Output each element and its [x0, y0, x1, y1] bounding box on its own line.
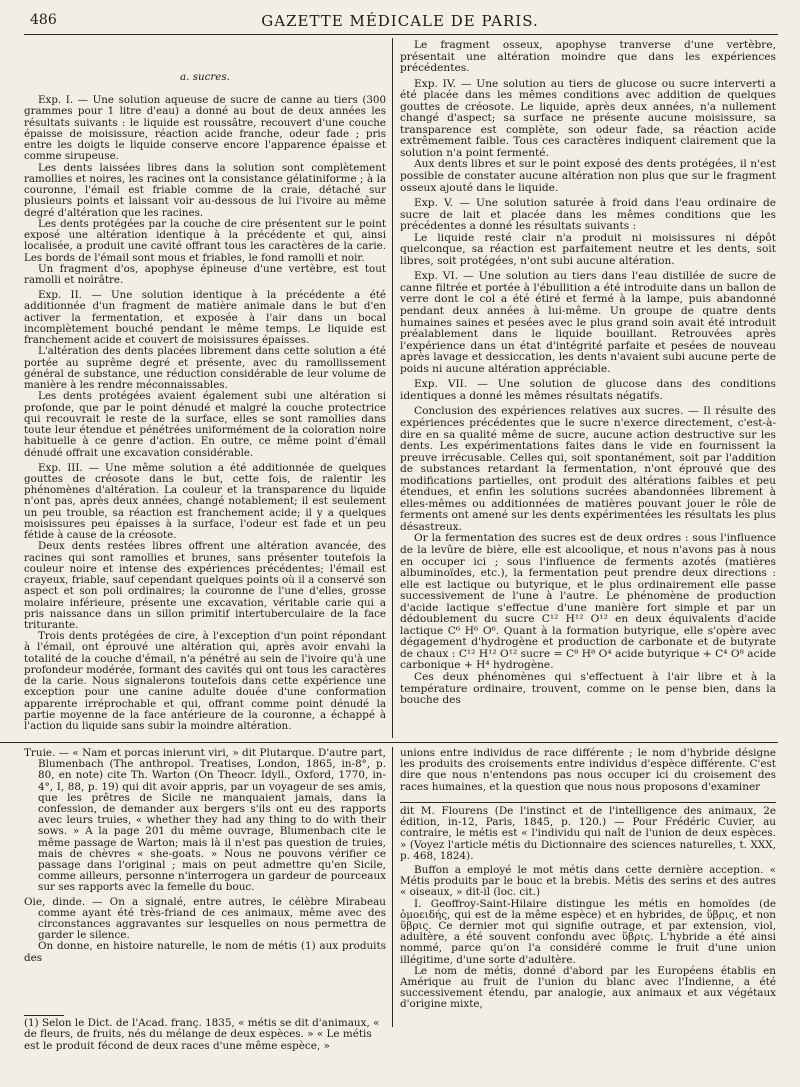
running-title: GAZETTE MÉDICALE DE PARIS. [261, 12, 539, 30]
paragraph: Exp. VII. — Une solution de glucose dans des conditions identiques a donné les mêmes résultats négatifs. [400, 378, 776, 402]
right-column [400, 40, 776, 707]
paragraph: Le liquide resté clair n'a produit ni moisissures ni dépôt quelconque, sa réaction est parfaitement neutre et les dents, soit libres, soit protégées, n'ont subi aucune altération. [400, 231, 776, 267]
paragraph: Les dents laissées libres dans la solution sont complètement ramollies et noires, les racines ont la consistance gélatiniforme ; à la couronne, l'émail est friable comme de la craie, détaché sur plusieurs points et laissant voir au-dessous de lui l'ivoire au même degré d'altération que les racines. [24, 161, 386, 219]
footnote-rule [24, 1015, 64, 1016]
feuilleton-right-column [400, 806, 776, 1011]
paragraph: Le nom de métis, donné d'abord par les Européens établis en Amérique au fruit de l'union du blanc avec l'Indienne, a été successivement étendu, par analogie, aux animaux et aux végétaux d'origine mixte, [400, 964, 776, 1011]
paragraph: Exp. VI. — Une solution au tiers dans l'eau distillée de sucre de canne filtrée et portée à l'ébullition a été introduite dans un ballon de verre dont le col a été étiré et fermé à la lampe, puis abandonné pendant deux années à lui-même. Un groupe de quatre dents humaines saines et pesées avec le plus grand soin avait été introduit préalablement dans le liquide bouillant. Retrouvées après l'expérience dans un état d'intégrité parfaite et pesées de nouveau après lavage et dessiccation, les dents n'avaient subi aucune perte de poids ni aucune altération appréciable. [400, 270, 776, 375]
paragraph: Exp. II. — Une solution identique à la précédente a été additionnée d'un fragment de matière animale dans le but d'en activer la fermentation, et exposée à l'air dans un bocal incomplètement bouché pendant le même temps. Le liquide est franchement acide et couvert de moisissures épaisses. [24, 289, 386, 347]
paragraph: Exp. I. — Une solution aqueuse de sucre de canne au tiers (300 grammes pour 1 litre d'eau) a donné au bout de deux années les résultats suivants : le liquide est roussâtre, recouvert d'une couche épaisse de moisissure, réaction acide franche, odeur fade ; pris entre les doigts le liquide conserve encore l'apparence épaisse et comme sirupeuse. [24, 94, 386, 163]
paragraph: Le fragment osseux, apophyse tranverse d'une vertèbre, présentait une altération moindre que dans les expériences précédentes. [400, 39, 776, 75]
paragraph: Exp. V. — Une solution saturée à froid dans l'eau ordinaire de sucre de lait et placée dans les mêmes conditions que les précédentes a donné les résultats suivants : [400, 197, 776, 233]
paragraph: Les dents protégées par la couche de cire présentent sur le point exposé une altération identique à la précédente et qui, ainsi localisée, a produit une cavité offrant tous les caractères de la carie. Les bords de l'émail sont mous et friables, le fond ramolli et noir. [24, 217, 386, 264]
feuilleton-right-top [400, 748, 776, 793]
paragraph: Trois dents protégées de cire, à l'exception d'un point répondant à l'émail, ont éprouvé une altération qui, après avoir envahi la totalité de la couche d'émail, n'a pénétré au sein de l'ivoire qu'à une profondeur modérée, formant des cavités qui ont tous les caractères de la carie. Nous signalerons toutefois dans cette expérience une exception pour une canine adulte douée d'une conformation apparente irréprochable et qui, offrant comme point dénudé la partie moyenne de la face antérieure de la couronne, a échappé à l'action du liquide sans subir la moindre altération. [24, 630, 386, 733]
paragraph: Truie. — « Nam et porcas inierunt viri, » dit Plutarque. D'autre part, Blumenbach (The anthropol. Treatises, London, 1865, in-8°, p. 80, en note) cite Th. Warton (On Theocr. Idyll., Oxford, 1770, in-4°, I, 88, p. 19) qui dit avoir appris, par un voyageur de ses amis, que les prêtres de Sicile ne manquaient jamais, dans la confession, de demander aux bergers s'ils ont eu des rapports avec leurs truies, « whether they had any thing to do with their sows. » A la page 201 du même ouvrage, Blumenbach cite le même passage de Warton; mais là il n'est pas question de truies, mais de chèvres « she-goats. » Nous ne pouvons vérifier ce passage dans l'original ; mais on peut admettre qu'en Sicile, comme ailleurs, personne n'interrogera un gardeur de pourceaux sur ses rapports avec la femelle du bouc. [24, 747, 386, 894]
footnote-text: (1) Selon le Dict. de l'Acad. franç. 1835, « métis se dit d'animaux, « de fleurs, de fruits, nés du mélange de deux espèces. » « Le métis est le produit fécond de deux races d'une même espèce, » [24, 1017, 380, 1052]
paragraph: On donne, en histoire naturelle, le nom de métis (1) aux produits des [24, 940, 386, 964]
paragraph: I. Geoffroy-Saint-Hilaire distingue les métis en homoïdes (de ὁμοειδής, qui est de la même espèce) et en hybrides, de ὕβρις, et non ὕβρις. Ce dernier mot qui signifie outrage, et par extension, viol, adultère, a été souvent confondu avec ὕβρις. L'hybride a été ainsi nommé, parce qu'on l'a considéré comme le fruit d'une union illégitime, d'une sorte d'adultère. [400, 897, 776, 966]
left-column [24, 62, 386, 732]
paragraph: Exp. III. — Une même solution a été additionnée de quelques gouttes de créosote dans le but, cette fois, de ralentir les phénomènes d'altération. La couleur et la transparence du liquide n'ont pas, après deux années, changé notablement; il est seulement un peu trouble, sa réaction est franchement acide; il y a quelques moisissures peu épaisses à la surface, l'odeur est fade et un peu fétide à cause de la créosote. [24, 461, 386, 542]
paragraph: L'altération des dents placées librement dans cette solution a été portée au suprême degré et présente, avec du ramollissement général de substance, une réduction considérable de leur volume de manière à les rendre méconnaissables. [24, 345, 386, 392]
paragraph: Aux dents libres et sur le point exposé des dents protégées, il n'est possible de constater aucune altération non plus que sur le fragment osseux ajouté dans le liquide. [400, 158, 776, 194]
paragraph: Oie, dinde. — On a signalé, entre autres, le célèbre Mirabeau comme ayant été très-friand de ces animaux, même avec des circonstances aggravantes sur lesquelles on nous permettra de garder le silence. [24, 895, 386, 942]
footnote [24, 1018, 386, 1052]
page-number: 486 [30, 12, 57, 28]
section-heading: a. sucres. [180, 71, 230, 83]
feuilleton-left-column [24, 748, 386, 964]
feuilleton-right-rule [400, 802, 776, 803]
paragraph: Un fragment d'os, apophyse épineuse d'une vertèbre, est tout ramolli et noirâtre. [24, 262, 386, 286]
paragraph: dit M. Flourens (De l'instinct et de l'intelligence des animaux, 2e édition, in-12, Paris, 1845, p. 120.) — Pour Frédéric Cuvier, au contraire, le métis est « l'individu qui naît de l'union de deux espèces. » (Voyez l'article métis du Dictionnaire des sciences naturelles, t. XXX, p. 468, 1824). [400, 805, 776, 862]
paragraph: unions entre individus de race différente ; le nom d'hybride désigne les produits des croisements entre individus d'espèce différente. C'est dire que nous n'entendons pas nous occuper ici du croisement des races humaines, et la question que nous nous proposons d'examiner [400, 747, 776, 793]
header-rule [24, 34, 778, 35]
paragraph: Deux dents restées libres offrent une altération avancée, des racines qui sont ramollies et brunes, sans présenter toutefois la couleur noire et intense des expériences précédentes; l'émail est crayeux, friable, sauf cependant quelques points où il a conservé son aspect et son poli ordinaires; la couronne de l'une d'elles, grosse molaire inférieure, présente une excavation, véritable carie qui a pris naissance dans un sillon primitif intertuberculaire de la face triturante. [24, 540, 386, 632]
conclusion-paragraph: Conclusion des expériences relatives aux sucres. — Il résulte des expériences précédentes que le sucre n'exerce directement, c'est-à-dire en sa qualité même de sucre, aucune action destructive sur les dents. Les expérimentations faites dans le vide en fournissent la preuve irrécusable. Celles qui, soit spontanément, soit par l'addition de substances retardant la fermentation, n'ont éprouvé que des modifications partielles, ont produit des altérations faibles et peu étendues, et enfin les solutions sucrées abandonnées librement à elles-mêmes ou additionnées de matières pouvant jouer le rôle de ferments ont amené sur les dents expérimentées les résultats les plus désastreux. [400, 405, 776, 533]
paragraph: Or la fermentation des sucres est de deux ordres : sous l'influence de la levûre de bière, elle est alcoolique, et nous n'avons pas à nous en occuper ici ; sous l'influence de ferments azotés (matières albuminoïdes, etc.), la fermentation peut prendre deux directions : elle est lactique ou butyrique, et le plus ordinairement elle passe successivement de l'une à l'autre. Le phénomène de production d'acide lactique s'effectue d'une manière fort simple et par un dédoublement du sucre C¹² H¹² O¹² en deux équivalents d'acide lactique C⁶ H⁶ O⁶. Quant à la formation butyrique, elle s'opère avec dégagement d'hydrogène et production de carbonate et de butyrate de chaux : C¹² H¹² O¹² sucre = C⁸ H⁸ O⁴ acide butyrique + C⁴ O⁸ acide carbonique + H⁴ hydrogène. [400, 532, 776, 672]
feuilleton-rule [0, 742, 778, 743]
page-header [0, 12, 800, 36]
paragraph: Buffon a employé le mot métis dans cette dernière acception. « Métis produits par le bouc et la brebis. Métis des serins et des autres « oiseaux, » dit-il (loc. cit.) [400, 864, 776, 899]
paragraph: Les dents protégées avaient également subi une altération si profonde, que par le point dénudé et malgré la couche protectrice qui recouvrait le reste de la surface, elles se sont ramollies dans toute leur étendue et pénétrées uniformément de la coloration noire habituelle à ce genre d'action. En outre, ce même point d'émail dénudé offrait une excavation considérable. [24, 390, 386, 459]
paragraph: Exp. IV. — Une solution au tiers de glucose ou sucre interverti a été placée dans les mêmes conditions avec addition de quelques gouttes de créosote. Le liquide, après deux années, n'a nullement changé d'aspect; sa surface ne présente aucune moisissure, sa transparence est complète, son odeur fade, sa réaction acide extrêmement faible. Tous ces caractères indiquent clairement que la solution n'a point fermenté. [400, 77, 776, 159]
feuilleton-column-divider [392, 747, 393, 1027]
column-divider [392, 38, 393, 738]
paragraph: Ces deux phénomènes qui s'effectuent à l'air libre et à la température ordinaire, trouvent, comme on le pense bien, dans la bouche des [400, 670, 776, 707]
